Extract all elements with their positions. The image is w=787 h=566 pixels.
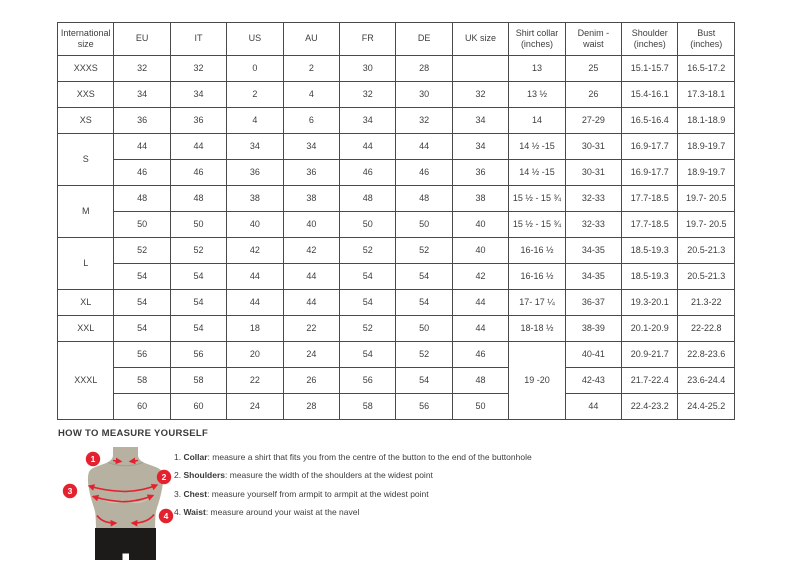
table-cell: 34-35 (565, 238, 621, 264)
measure-instruction-4 (174, 503, 532, 521)
column-header-it: IT (170, 23, 226, 56)
column-header-shirt-collar-inches: Shirt collar (inches) (509, 23, 565, 56)
table-cell (452, 56, 508, 82)
measure-instruction-2 (174, 466, 532, 484)
table-cell: 60 (114, 394, 170, 420)
table-cell: 36 (170, 108, 226, 134)
table-cell: 34 (340, 108, 396, 134)
table-cell: 40-41 (565, 342, 621, 368)
measure-instructions (174, 448, 532, 522)
table-cell: 44 (170, 134, 226, 160)
table-cell: 21.7-22.4 (622, 368, 678, 394)
table-cell: 54 (396, 368, 452, 394)
table-cell: 48 (170, 186, 226, 212)
table-cell: 42 (452, 264, 508, 290)
table-cell: 13 (509, 56, 565, 82)
table-cell: 18.5-19.3 (622, 238, 678, 264)
table-cell: 4 (283, 82, 339, 108)
badge-2-number: 2 (161, 472, 167, 482)
table-cell: 32 (396, 108, 452, 134)
table-cell: 30-31 (565, 160, 621, 186)
size-chart-body (58, 56, 735, 420)
instruction-label: Chest (183, 488, 208, 499)
table-cell: 34 (227, 134, 283, 160)
table-row (58, 186, 735, 212)
table-cell: 17- 17 ¼ (509, 290, 565, 316)
table-cell: 38 (227, 186, 283, 212)
table-cell: 44 (565, 394, 621, 420)
table-cell: 15 ½ - 15 ¾ (509, 212, 565, 238)
column-header-uk-size: UK size (452, 23, 508, 56)
table-cell: 36 (227, 160, 283, 186)
instruction-number: 3. (174, 488, 184, 499)
table-cell: 46 (340, 160, 396, 186)
table-cell: 16-16 ½ (509, 264, 565, 290)
table-cell: 18.9-19.7 (678, 160, 735, 186)
collar-measure-arrow-left (113, 461, 121, 462)
table-row (58, 264, 735, 290)
table-cell: 42 (283, 238, 339, 264)
table-cell: 36 (114, 108, 170, 134)
table-cell: 56 (396, 394, 452, 420)
table-cell: M (58, 186, 114, 238)
badge-4-number: 4 (163, 511, 169, 521)
table-cell: 18-18 ½ (509, 316, 565, 342)
table-row (58, 290, 735, 316)
column-header-denim-waist: Denim - waist (565, 23, 621, 56)
table-cell: 44 (452, 290, 508, 316)
mannequin-shorts (95, 528, 156, 560)
table-cell: 16.5-16.4 (622, 108, 678, 134)
table-cell: 54 (340, 342, 396, 368)
table-row (58, 394, 735, 420)
table-cell: 19 -20 (509, 342, 565, 420)
table-cell: 28 (283, 394, 339, 420)
column-header-fr: FR (340, 23, 396, 56)
instruction-text: : measure yourself from armpit to armpit at the widest point (207, 488, 429, 499)
table-cell: 60 (170, 394, 226, 420)
table-cell: 42-43 (565, 368, 621, 394)
table-cell: 17.7-18.5 (622, 186, 678, 212)
table-cell: L (58, 238, 114, 290)
table-cell: 16.5-17.2 (678, 56, 735, 82)
table-cell: 50 (170, 212, 226, 238)
table-cell: 42 (227, 238, 283, 264)
table-cell: 38 (452, 186, 508, 212)
table-cell: 20.5-21.3 (678, 238, 735, 264)
table-cell: 17.7-18.5 (622, 212, 678, 238)
table-cell: 58 (170, 368, 226, 394)
table-cell: 27-29 (565, 108, 621, 134)
column-header-bust-inches: Bust (inches) (678, 23, 735, 56)
table-cell: 18.5-19.3 (622, 264, 678, 290)
table-cell: 18.9-19.7 (678, 134, 735, 160)
table-cell: 48 (340, 186, 396, 212)
table-cell: 30 (396, 82, 452, 108)
table-cell: XS (58, 108, 114, 134)
size-chart-header (58, 23, 735, 56)
table-cell: 48 (452, 368, 508, 394)
measure-section-title: HOW TO MEASURE YOURSELF (58, 428, 209, 439)
table-cell: 44 (227, 290, 283, 316)
table-cell: 46 (396, 160, 452, 186)
table-cell: 54 (114, 264, 170, 290)
column-header-au: AU (283, 23, 339, 56)
table-cell: 30 (340, 56, 396, 82)
table-cell: 34-35 (565, 264, 621, 290)
column-header-shoulder-inches: Shoulder (inches) (622, 23, 678, 56)
table-cell: 52 (396, 342, 452, 368)
table-cell: 30-31 (565, 134, 621, 160)
table-cell: XXXL (58, 342, 114, 420)
column-header-de: DE (396, 23, 452, 56)
table-cell: 24 (283, 342, 339, 368)
table-cell: 44 (283, 264, 339, 290)
table-cell: S (58, 134, 114, 186)
table-cell: 19.7- 20.5 (678, 212, 735, 238)
table-cell: 54 (396, 264, 452, 290)
table-cell: 22-22.8 (678, 316, 735, 342)
table-cell: 17.3-18.1 (678, 82, 735, 108)
table-cell: 54 (340, 290, 396, 316)
table-cell: 22 (227, 368, 283, 394)
table-cell: 54 (114, 316, 170, 342)
column-header-eu: EU (114, 23, 170, 56)
table-cell: 54 (340, 264, 396, 290)
table-cell: 14 (509, 108, 565, 134)
table-cell: 32 (114, 56, 170, 82)
table-cell: 20.5-21.3 (678, 264, 735, 290)
table-cell: 20 (227, 342, 283, 368)
table-row (58, 212, 735, 238)
instruction-number: 1. (174, 452, 184, 462)
table-cell: 23.6-24.4 (678, 368, 735, 394)
table-cell: 6 (283, 108, 339, 134)
table-cell: 32-33 (565, 186, 621, 212)
size-chart-table (57, 22, 735, 420)
table-cell: 34 (283, 134, 339, 160)
table-cell: 46 (170, 160, 226, 186)
table-cell: 44 (340, 134, 396, 160)
table-cell: 44 (114, 134, 170, 160)
table-cell: 34 (114, 82, 170, 108)
table-cell: 52 (170, 238, 226, 264)
table-cell: 13 ½ (509, 82, 565, 108)
table-row (58, 342, 735, 368)
table-row (58, 160, 735, 186)
table-cell: 52 (340, 316, 396, 342)
column-header-international-size: International size (58, 23, 114, 56)
table-cell: 56 (340, 368, 396, 394)
table-cell: 48 (114, 186, 170, 212)
table-cell: 58 (340, 394, 396, 420)
table-cell: 40 (452, 238, 508, 264)
table-cell: 24.4-25.2 (678, 394, 735, 420)
table-cell: 40 (452, 212, 508, 238)
table-cell: 40 (227, 212, 283, 238)
table-cell: 44 (227, 264, 283, 290)
table-cell: 22 (283, 316, 339, 342)
table-cell: XXXS (58, 56, 114, 82)
table-cell: 15.1-15.7 (622, 56, 678, 82)
table-cell: XXL (58, 316, 114, 342)
table-row (58, 108, 735, 134)
table-cell: 2 (227, 82, 283, 108)
table-cell: 32-33 (565, 212, 621, 238)
table-cell: 32 (340, 82, 396, 108)
table-cell: 54 (114, 290, 170, 316)
table-cell: 46 (452, 342, 508, 368)
table-cell: 52 (396, 238, 452, 264)
table-cell: 46 (114, 160, 170, 186)
collar-measure-arrow-right (130, 461, 138, 462)
table-cell: 58 (114, 368, 170, 394)
table-cell: 19.7- 20.5 (678, 186, 735, 212)
table-row (58, 368, 735, 394)
instruction-text: : measure around your waist at the navel (205, 507, 360, 518)
column-header-us: US (227, 23, 283, 56)
table-cell: 40 (283, 212, 339, 238)
table-cell: 21.3-22 (678, 290, 735, 316)
instruction-text: : measure the width of the shoulders at the widest point (225, 470, 433, 481)
instruction-label: Shoulders (183, 470, 226, 481)
table-row (58, 56, 735, 82)
table-row (58, 238, 735, 264)
instruction-label: Waist (183, 507, 206, 518)
table-cell: 36-37 (565, 290, 621, 316)
table-cell: 14 ½ -15 (509, 134, 565, 160)
table-cell: 50 (114, 212, 170, 238)
table-cell: 38-39 (565, 316, 621, 342)
table-cell: 54 (170, 264, 226, 290)
table-cell: 36 (452, 160, 508, 186)
table-cell: 54 (170, 290, 226, 316)
table-cell: 34 (452, 108, 508, 134)
header-row (58, 23, 735, 56)
table-cell: 16.9-17.7 (622, 160, 678, 186)
table-cell: 32 (170, 56, 226, 82)
table-cell: 26 (565, 82, 621, 108)
table-cell: 56 (114, 342, 170, 368)
table-cell: 48 (396, 186, 452, 212)
table-cell: 54 (170, 316, 226, 342)
table-cell: 20.1-20.9 (622, 316, 678, 342)
table-cell: 32 (452, 82, 508, 108)
table-row (58, 316, 735, 342)
mannequin-illustration (58, 446, 193, 566)
table-cell: 50 (396, 212, 452, 238)
table-cell: 20.9-21.7 (622, 342, 678, 368)
table-cell: 50 (452, 394, 508, 420)
table-cell: 16.9-17.7 (622, 134, 678, 160)
table-cell: 4 (227, 108, 283, 134)
table-cell: 50 (340, 212, 396, 238)
table-cell: 14 ½ -15 (509, 160, 565, 186)
table-cell: 50 (396, 316, 452, 342)
table-cell: XL (58, 290, 114, 316)
table-cell: 25 (565, 56, 621, 82)
badge-1-number: 1 (90, 454, 96, 464)
table-cell: 44 (452, 316, 508, 342)
table-cell: XXS (58, 82, 114, 108)
instruction-text: : measure a shirt that fits you from the centre of the button to the end of the buttonhole (207, 452, 532, 462)
table-cell: 0 (227, 56, 283, 82)
measure-instruction-3 (174, 485, 532, 503)
table-cell: 28 (396, 56, 452, 82)
table-cell: 22.4-23.2 (622, 394, 678, 420)
table-cell: 44 (396, 134, 452, 160)
table-cell: 2 (283, 56, 339, 82)
instruction-label: Collar (183, 452, 208, 462)
table-row (58, 134, 735, 160)
table-cell: 18 (227, 316, 283, 342)
table-cell: 24 (227, 394, 283, 420)
table-cell: 36 (283, 160, 339, 186)
table-cell: 56 (170, 342, 226, 368)
table-cell: 15 ½ - 15 ¾ (509, 186, 565, 212)
table-cell: 19.3-20.1 (622, 290, 678, 316)
table-cell: 34 (170, 82, 226, 108)
badge-3-number: 3 (67, 486, 73, 496)
table-cell: 34 (452, 134, 508, 160)
table-cell: 22.8-23.6 (678, 342, 735, 368)
table-cell: 52 (114, 238, 170, 264)
table-cell: 15.4-16.1 (622, 82, 678, 108)
table-cell: 26 (283, 368, 339, 394)
table-cell: 52 (340, 238, 396, 264)
table-row (58, 82, 735, 108)
table-cell: 18.1-18.9 (678, 108, 735, 134)
measure-instruction-1 (174, 448, 532, 466)
instruction-number: 2. (174, 470, 184, 481)
table-cell: 16-16 ½ (509, 238, 565, 264)
table-cell: 44 (283, 290, 339, 316)
instruction-number: 4. (174, 507, 184, 518)
table-cell: 54 (396, 290, 452, 316)
table-cell: 38 (283, 186, 339, 212)
